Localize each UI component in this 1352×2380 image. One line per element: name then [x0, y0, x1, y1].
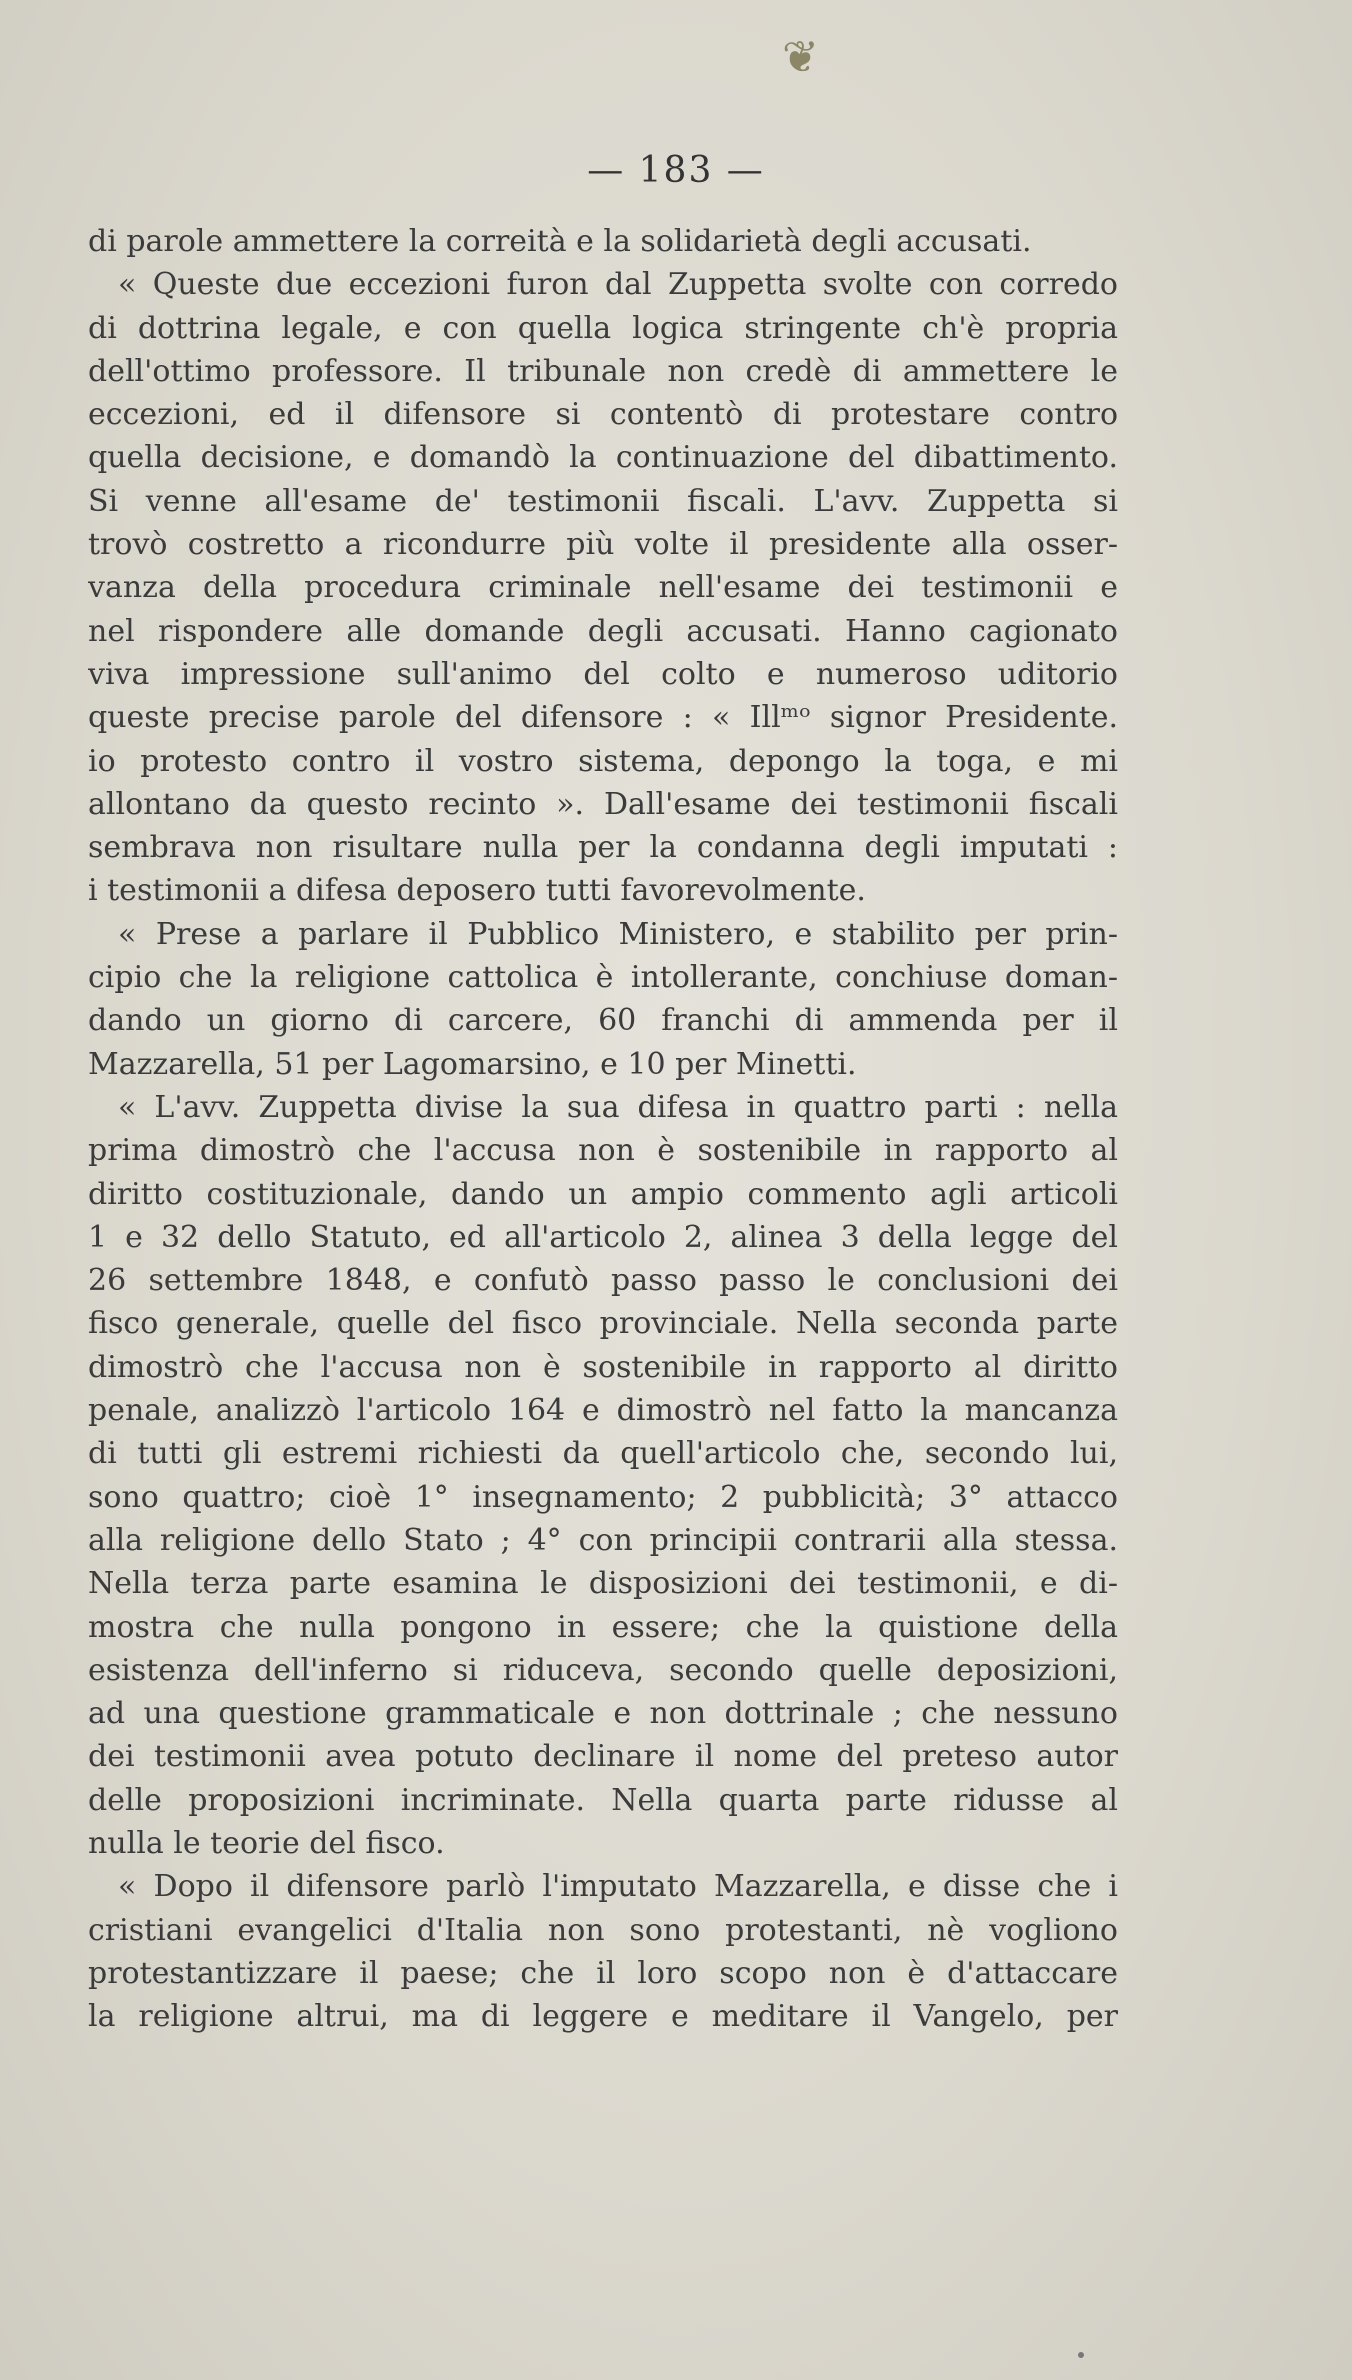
text-line: « L'avv. Zuppetta divise la sua difesa in quattro parti : nella [118, 1089, 1118, 1125]
page-number: — 183 — [587, 150, 765, 191]
text-line: mostra che nulla pongono in essere; che la quistione della [88, 1609, 1118, 1645]
text-line: di parole ammettere la correità e la solidarietà degli accusati. [88, 224, 1032, 259]
text-line: la religione altrui, ma di leggere e meditare il Vangelo, per [88, 1999, 1118, 2035]
text-line: Nella terza parte esamina le disposizioni dei testimonii, e di- [88, 1566, 1118, 1602]
text-line: dando un giorno di carcere, 60 franchi di ammenda per il [88, 1003, 1118, 1039]
text-line: quella decisione, e domandò la continuazione del dibattimento. [88, 440, 1118, 476]
text-line: dimostrò che l'accusa non è sostenibile in rapporto al diritto [88, 1349, 1118, 1385]
text-line: nel rispondere alle domande degli accusati. Hanno cagionato [88, 613, 1118, 649]
body-text [88, 220, 1118, 2038]
text-line: ad una questione grammaticale e non dottrinale ; che nessuno [88, 1696, 1118, 1732]
text-line: cipio che la religione cattolica è intollerante, conchiuse doman- [88, 960, 1118, 996]
text-line: viva impressione sull'animo del colto e numeroso uditorio [88, 656, 1118, 692]
text-line: sono quattro; cioè 1° insegnamento; 2 pubblicità; 3° attacco [88, 1479, 1118, 1515]
text-line: Mazzarella, 51 per Lagomarsino, e 10 per Minetti. [88, 1046, 857, 1082]
text-line: dei testimonii avea potuto declinare il nome del preteso autor [88, 1739, 1118, 1775]
text-line: nulla le teorie del fisco. [88, 1825, 445, 1861]
text-line: trovò costretto a ricondurre più volte il presidente alla osser- [88, 527, 1118, 563]
text-line: di dottrina legale, e con quella logica stringente ch'è propria [88, 310, 1118, 346]
text-line: cristiani evangelici d'Italia non sono protestanti, nè vogliono [88, 1912, 1118, 1948]
text-line: dell'ottimo professore. Il tribunale non credè di ammettere le [88, 353, 1118, 389]
text-line: queste precise parole del difensore : « Illᵐᵒ signor Presidente. [88, 700, 1118, 736]
text-line: esistenza dell'inferno si riduceva, secondo quelle deposizioni, [88, 1652, 1118, 1688]
text-line: 26 settembre 1848, e confutò passo passo le conclusioni dei [88, 1263, 1118, 1299]
text-line: 1 e 32 dello Statuto, ed all'articolo 2, alinea 3 della legge del [88, 1219, 1118, 1255]
text-line: prima dimostrò che l'accusa non è sostenibile in rapporto al [88, 1133, 1118, 1169]
text-line: sembrava non risultare nulla per la condanna degli imputati : [88, 830, 1118, 866]
text-line: Si venne all'esame de' testimonii fiscali. L'avv. Zuppetta si [88, 483, 1118, 519]
text-line: vanza della procedura criminale nell'esame dei testimonii e [88, 570, 1118, 606]
text-line: fisco generale, quelle del fisco provinciale. Nella seconda parte [88, 1306, 1118, 1342]
text-line: « Dopo il difensore parlò l'imputato Mazzarella, e disse che i [118, 1869, 1118, 1905]
text-line: io protesto contro il vostro sistema, depongo la toga, e mi [88, 743, 1118, 779]
text-line: diritto costituzionale, dando un ampio commento agli articoli [88, 1176, 1118, 1212]
text-line: di tutti gli estremi richiesti da quell'articolo che, secondo lui, [88, 1436, 1118, 1472]
text-line: i testimonii a difesa deposero tutti favorevolmente. [88, 873, 866, 909]
speck [1078, 2352, 1084, 2358]
text-line: allontano da questo recinto ». Dall'esame dei testimonii fiscali [88, 786, 1118, 822]
text-line: « Prese a parlare il Pubblico Ministero, e stabilito per prin- [118, 916, 1118, 952]
text-line: delle proposizioni incriminate. Nella quarta parte ridusse al [88, 1782, 1118, 1818]
ink-mark: ❦ [782, 32, 819, 83]
text-line: « Queste due eccezioni furon dal Zuppetta svolte con corredo [118, 267, 1118, 303]
text-line: alla religione dello Stato ; 4° con principii contrarii alla stessa. [88, 1522, 1118, 1558]
text-line: penale, analizzò l'articolo 164 e dimostrò nel fatto la mancanza [88, 1393, 1118, 1429]
text-line: protestantizzare il paese; che il loro scopo non è d'attaccare [88, 1955, 1118, 1991]
text-line: eccezioni, ed il difensore si contentò di protestare contro [88, 397, 1118, 433]
